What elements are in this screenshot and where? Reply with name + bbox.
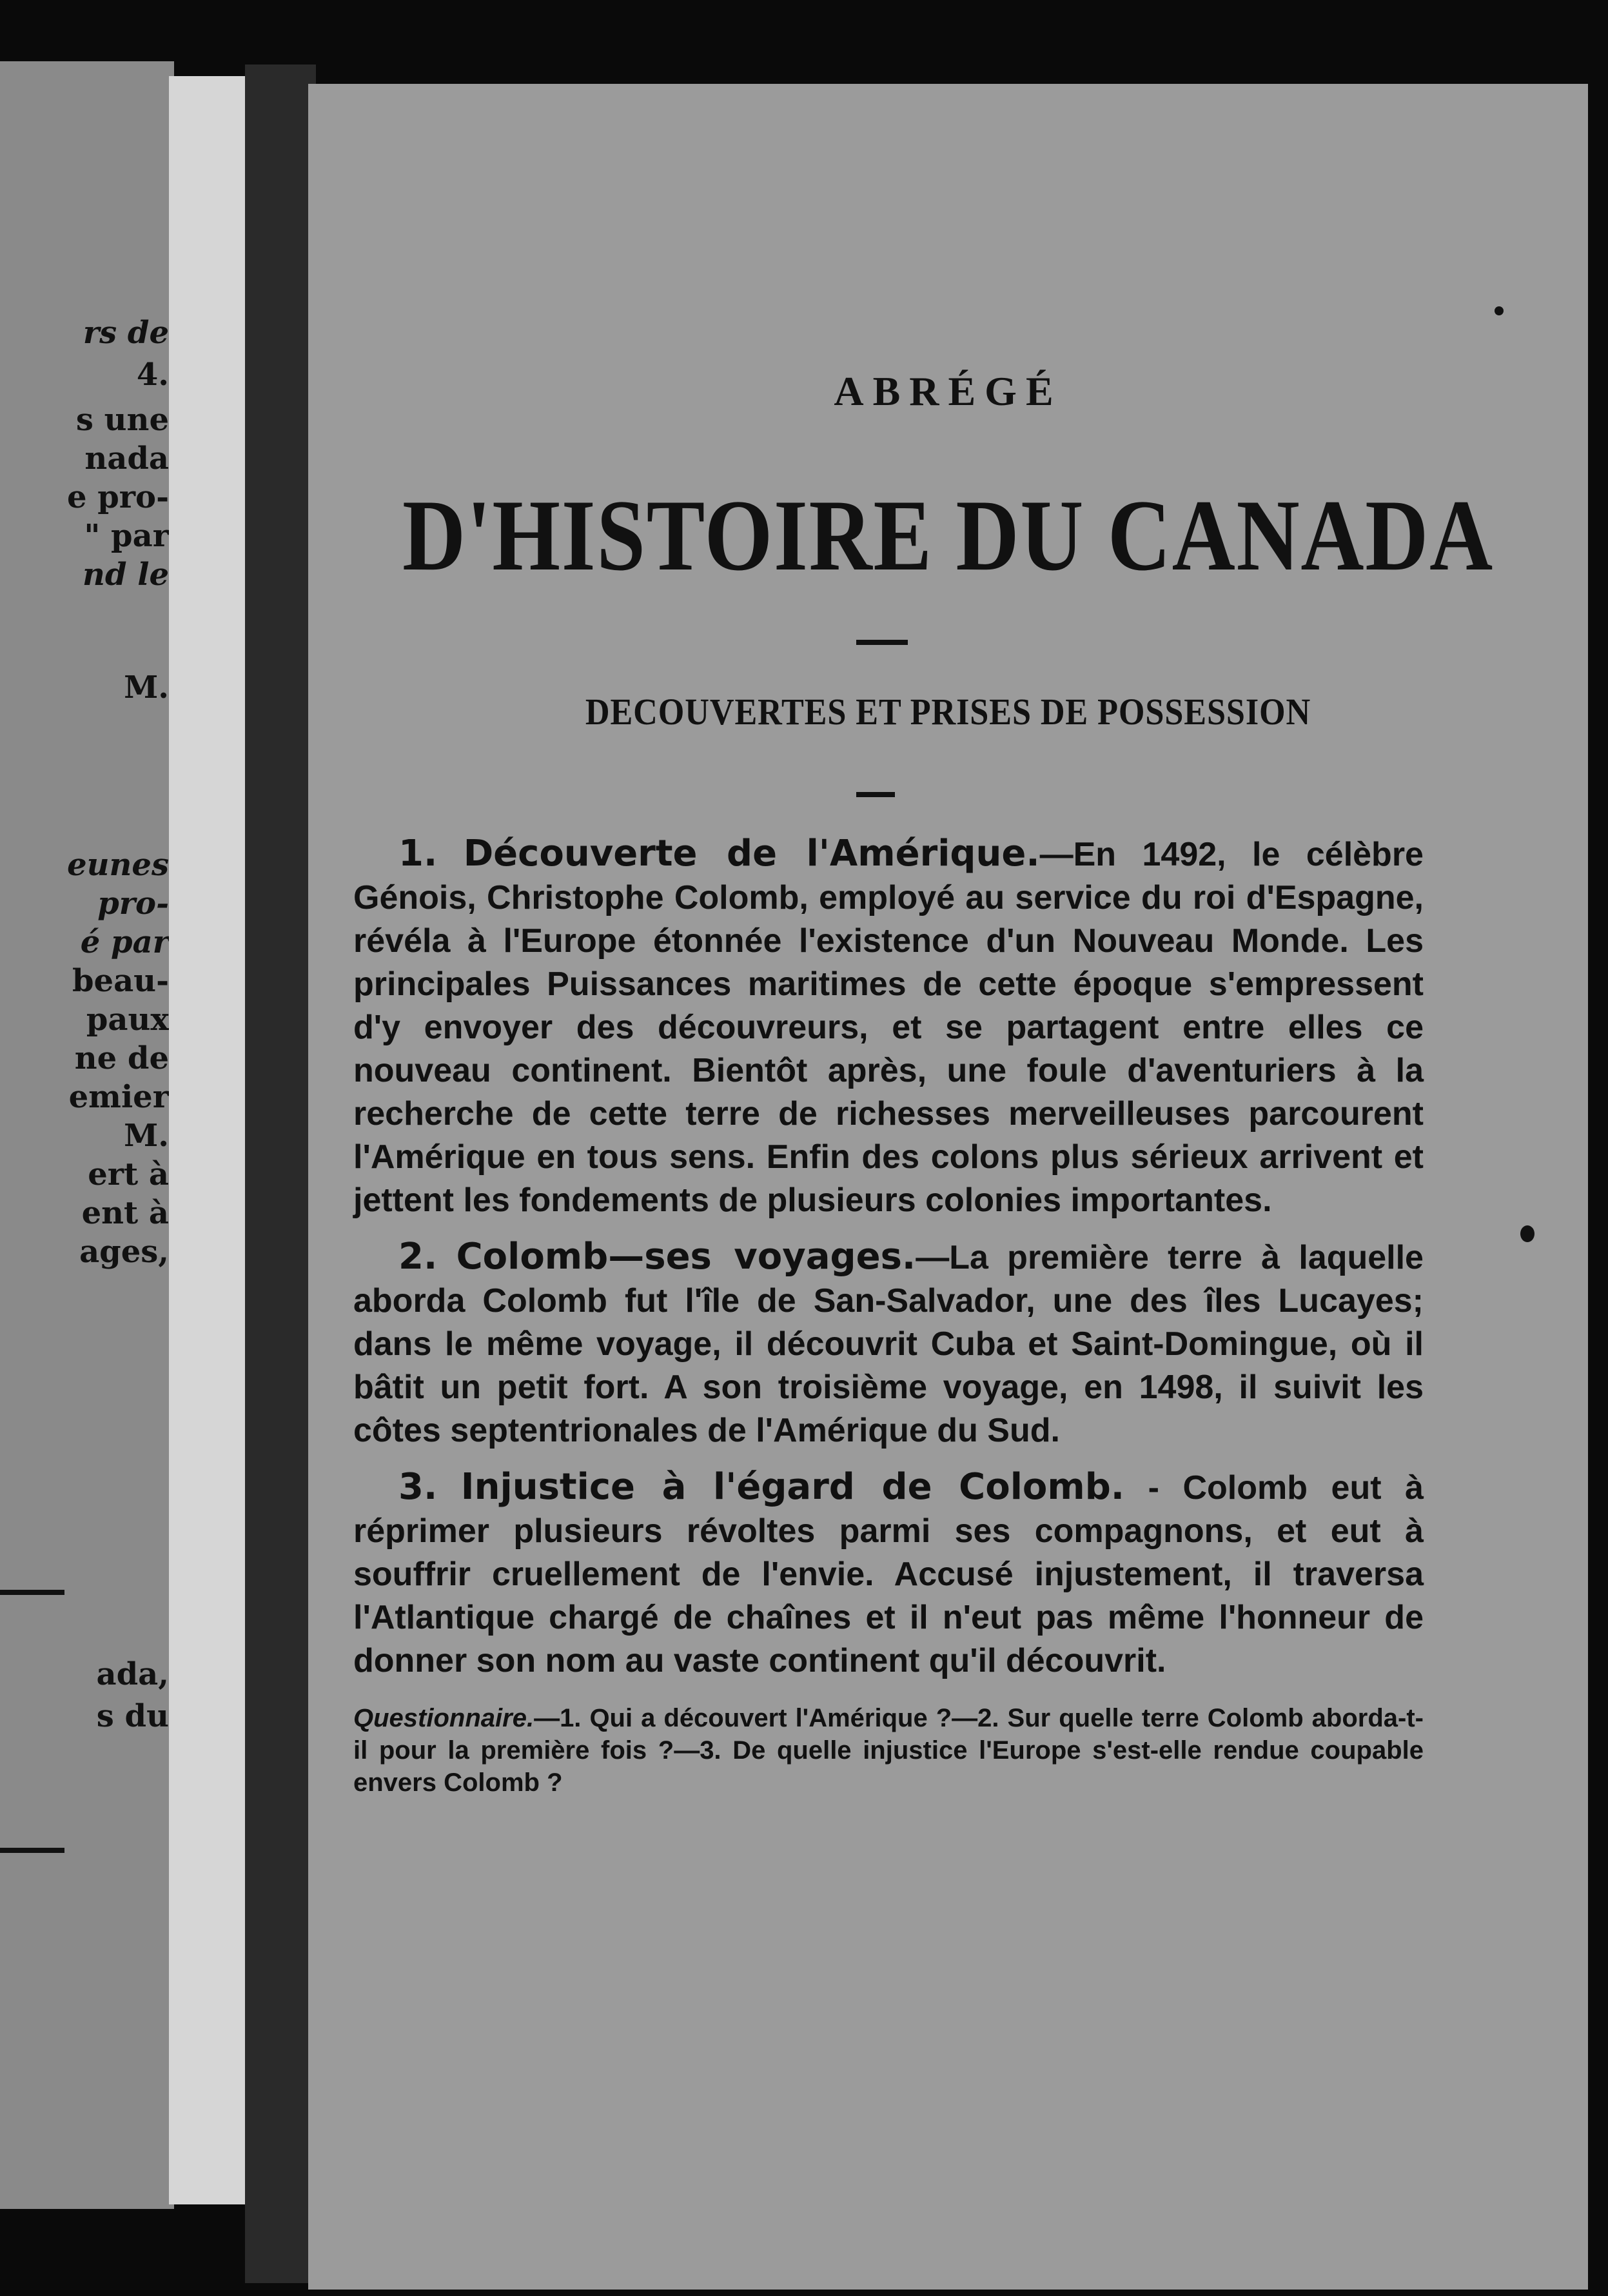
ink-speck <box>1495 306 1504 315</box>
book-spine-gutter <box>245 64 316 2283</box>
left-fragment-line: " par <box>84 518 169 554</box>
questionnaire <box>353 1702 1424 1799</box>
title-abrege: ABRÉGÉ <box>834 368 1063 414</box>
questionnaire-text: —1. Qui a découvert l'Amérique ?—2. Sur quelle terre Colomb aborda-t-il pour la première fois ?—3. De quelle injustice l'Europe s'est-elle rendue coupable envers Colomb ? <box>353 1704 1424 1797</box>
left-fragment-line: M. <box>124 669 169 706</box>
left-fragment-line: ada, <box>96 1656 169 1692</box>
section-number: 2. <box>398 1236 438 1278</box>
previous-page-fragment <box>0 61 174 2209</box>
page-body <box>353 832 1424 1799</box>
left-fragment-line: s une <box>75 402 169 438</box>
left-fragment-line: rs de <box>83 315 169 351</box>
left-fragment-line: paux <box>86 1002 169 1038</box>
section-3 <box>353 1465 1424 1683</box>
left-fragment-line: ages, <box>79 1234 169 1270</box>
section-body: —La première terre à laquelle aborda Colomb fut l'île de San-Salvador, une des îles Lucayes; dans le même voyage, il découvrit Cuba et Saint-Domingue, où il bâtit un petit fort. A son troisième voyage, en 1498, il suivit les côtes septentrionales de l'Amérique du Sud. <box>353 1239 1424 1449</box>
left-fragment-line: emier <box>68 1079 169 1115</box>
subtitle-divider <box>856 792 895 797</box>
left-fragment-line: pro- <box>97 886 169 922</box>
title-divider <box>856 640 908 645</box>
section-number: 1. <box>398 833 438 875</box>
left-fragment-line: M. <box>124 1118 169 1154</box>
section-body: —En 1492, le célèbre Génois, Christophe Colomb, employé au service du roi d'Espagne, révéla à l'Europe étonnée l'existence d'un Nouveau Monde. Les principales Puissances maritimes de cette époque s'empressent d'y envoyer des découvreurs, et se partagent entre elles ce nouveau continent. Bientôt après, une foule d'aventuriers à la recherche de cette terre de richesses merveilleuses parcourent l'Amérique en tous sens. Enfin des colons plus sérieux arrivent et jettent les fondements de plusieurs colonies importantes. <box>353 836 1424 1219</box>
left-fragment-line: e pro- <box>66 479 169 515</box>
section-heading: Injustice à l'égard de Colomb. <box>460 1466 1125 1508</box>
left-fragment-line: ne de <box>74 1040 169 1076</box>
double-rule <box>0 1848 64 1853</box>
page-edge <box>169 76 245 2204</box>
double-rule <box>0 1590 64 1595</box>
left-fragment-line: nada <box>84 440 169 477</box>
book-page <box>308 84 1588 2290</box>
left-fragment-line: 4. <box>136 357 169 393</box>
chapter-subtitle: DECOUVERTES ET PRISES DE POSSESSION <box>585 691 1311 733</box>
section-number: 3. <box>398 1466 438 1508</box>
left-fragment-line: eunes <box>67 847 169 883</box>
left-fragment-line: beau- <box>72 963 169 999</box>
ink-speck <box>1520 1225 1534 1242</box>
section-heading: Colomb—ses voyages. <box>456 1236 916 1278</box>
section-2 <box>353 1235 1424 1452</box>
section-1 <box>353 832 1424 1222</box>
section-body: - Colomb eut à réprimer plusieurs révoltes parmi ses compagnons, et eut à souffrir cruellement de l'envie. Accusé injustement, il traversa l'Atlantique chargé de chaînes et il n'eut pas même l'honneur de donner son nom au vaste continent qu'il découvrit. <box>353 1469 1424 1679</box>
left-fragment-line: é par <box>80 924 169 960</box>
left-fragment-line: ert à <box>88 1156 169 1193</box>
left-fragment-line: s du <box>96 1698 169 1734</box>
questionnaire-label: Questionnaire. <box>353 1704 534 1732</box>
page-title: D'HISTOIRE DU CANADA <box>402 479 1494 592</box>
section-heading: Découverte de l'Amérique. <box>463 833 1040 875</box>
left-fragment-line: nd le <box>83 557 169 593</box>
left-fragment-line: ent à <box>81 1195 169 1231</box>
